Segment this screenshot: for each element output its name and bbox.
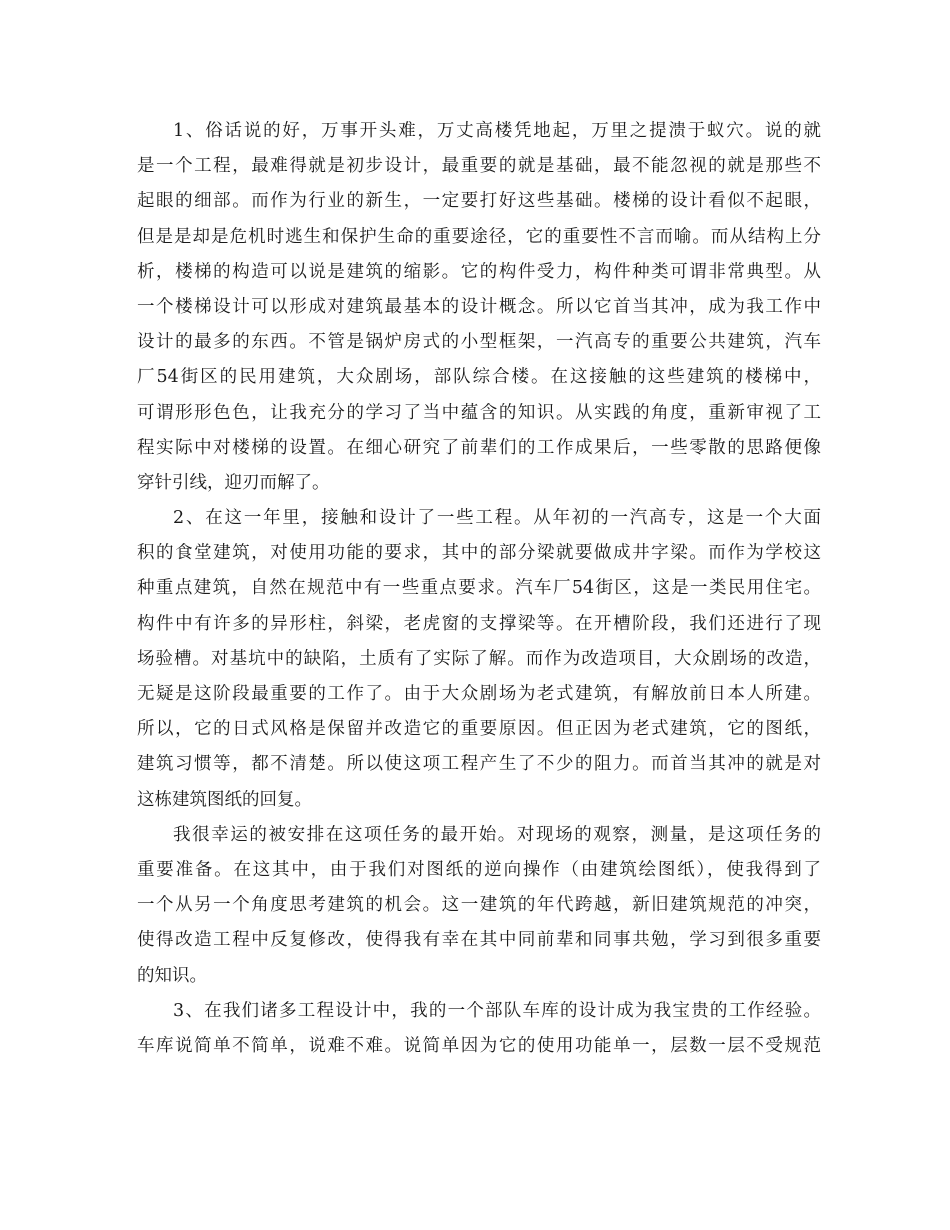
paragraph-1: [137, 114, 821, 501]
paragraph-line: 起眼的细部。而作为行业的新生，一定要打好这些基础。楼梯的设计看似不起眼，: [137, 191, 821, 212]
paragraph-line: 程实际中对楼梯的设置。在细心研究了前辈们的工作成果后，一些零散的思路便像: [137, 437, 821, 458]
paragraph-line: 重要准备。在这其中，由于我们对图纸的逆向操作（由建筑绘图纸），使我得到了: [137, 859, 821, 880]
paragraph-line: 无疑是这阶段最重要的工作了。由于大众剧场为老式建筑，有解放前日本人所建。: [137, 684, 821, 704]
paragraph-line: 1、俗话说的好，万事开头难，万丈高楼凭地起，万里之提溃于蚁穴。说的就: [173, 121, 821, 141]
paragraph-line: 这栋建筑图纸的回复。: [137, 789, 312, 810]
paragraph-line: 可谓形形色色，让我充分的学习了当中蕴含的知识。从实践的角度，重新审视了工: [137, 402, 821, 423]
document-body: [137, 114, 821, 1064]
paragraph-line: 一个从另一个角度思考建筑的机会。这一建筑的年代跨越，新旧建筑规范的冲突，: [137, 895, 821, 916]
paragraph-line: 厂54街区的民用建筑，大众剧场，部队综合楼。在这接触的这些建筑的楼梯中，: [137, 367, 821, 388]
paragraph-line: 穿针引线，迎刃而解了。: [137, 472, 330, 493]
paragraph-line: 使得改造工程中反复修改，使得我有幸在其中同前辈和同事共勉，学习到很多重要: [137, 930, 821, 951]
paragraph-line: 车库说简单不简单，说难不难。说简单因为它的使用功能单一，层数一层不受规范: [137, 1035, 821, 1056]
paragraph-line: 我很幸运的被安排在这项任务的最开始。对现场的观察，测量，是这项任务的: [173, 824, 821, 845]
paragraph-4: [137, 994, 821, 1064]
paragraph-line: 设计的最多的东西。不管是锅炉房式的小型框架，一汽高专的重要公共建筑，汽车: [137, 332, 821, 353]
paragraph-line: 2、在这一年里，接触和设计了一些工程。从年初的一汽高专，这是一个大面: [173, 508, 821, 529]
paragraph-line: 一个楼梯设计可以形成对建筑最基本的设计概念。所以它首当其冲，成为我工作中: [137, 296, 821, 317]
paragraph-line: 种重点建筑，自然在规范中有一些重点要求。汽车厂54街区，这是一类民用住宅。: [137, 578, 821, 599]
paragraph-line: 积的食堂建筑，对使用功能的要求，其中的部分梁就要做成井字梁。而作为学校这: [137, 543, 821, 564]
paragraph-line: 析，楼梯的构造可以说是建筑的缩影。它的构件受力，构件种类可谓非常典型。从: [137, 261, 821, 282]
paragraph-3: [137, 818, 821, 994]
paragraph-line: 所以，它的日式风格是保留并改造它的重要原因。但正因为老式建筑，它的图纸，: [137, 719, 821, 740]
paragraph-line: 的知识。: [137, 965, 207, 986]
paragraph-line: 场验槽。对基坑中的缺陷，土质有了实际了解。而作为改造项目，大众剧场的改造，: [137, 648, 821, 669]
paragraph-2: [137, 501, 821, 818]
paragraph-line: 构件中有许多的异形柱，斜梁，老虎窗的支撑梁等。在开槽阶段，我们还进行了现: [137, 613, 821, 634]
paragraph-line: 3、在我们诸多工程设计中，我的一个部队车库的设计成为我宝贵的工作经验。: [173, 1000, 821, 1021]
paragraph-line: 建筑习惯等，都不清楚。所以使这项工程产生了不少的阻力。而首当其冲的就是对: [137, 754, 821, 775]
paragraph-line: 是一个工程，最难得就是初步设计，最重要的就是基础，最不能忽视的就是那些不: [137, 156, 821, 177]
paragraph-line: 但是是却是危机时逃生和保护生命的重要途径，它的重要性不言而喻。而从结构上分: [137, 226, 821, 247]
